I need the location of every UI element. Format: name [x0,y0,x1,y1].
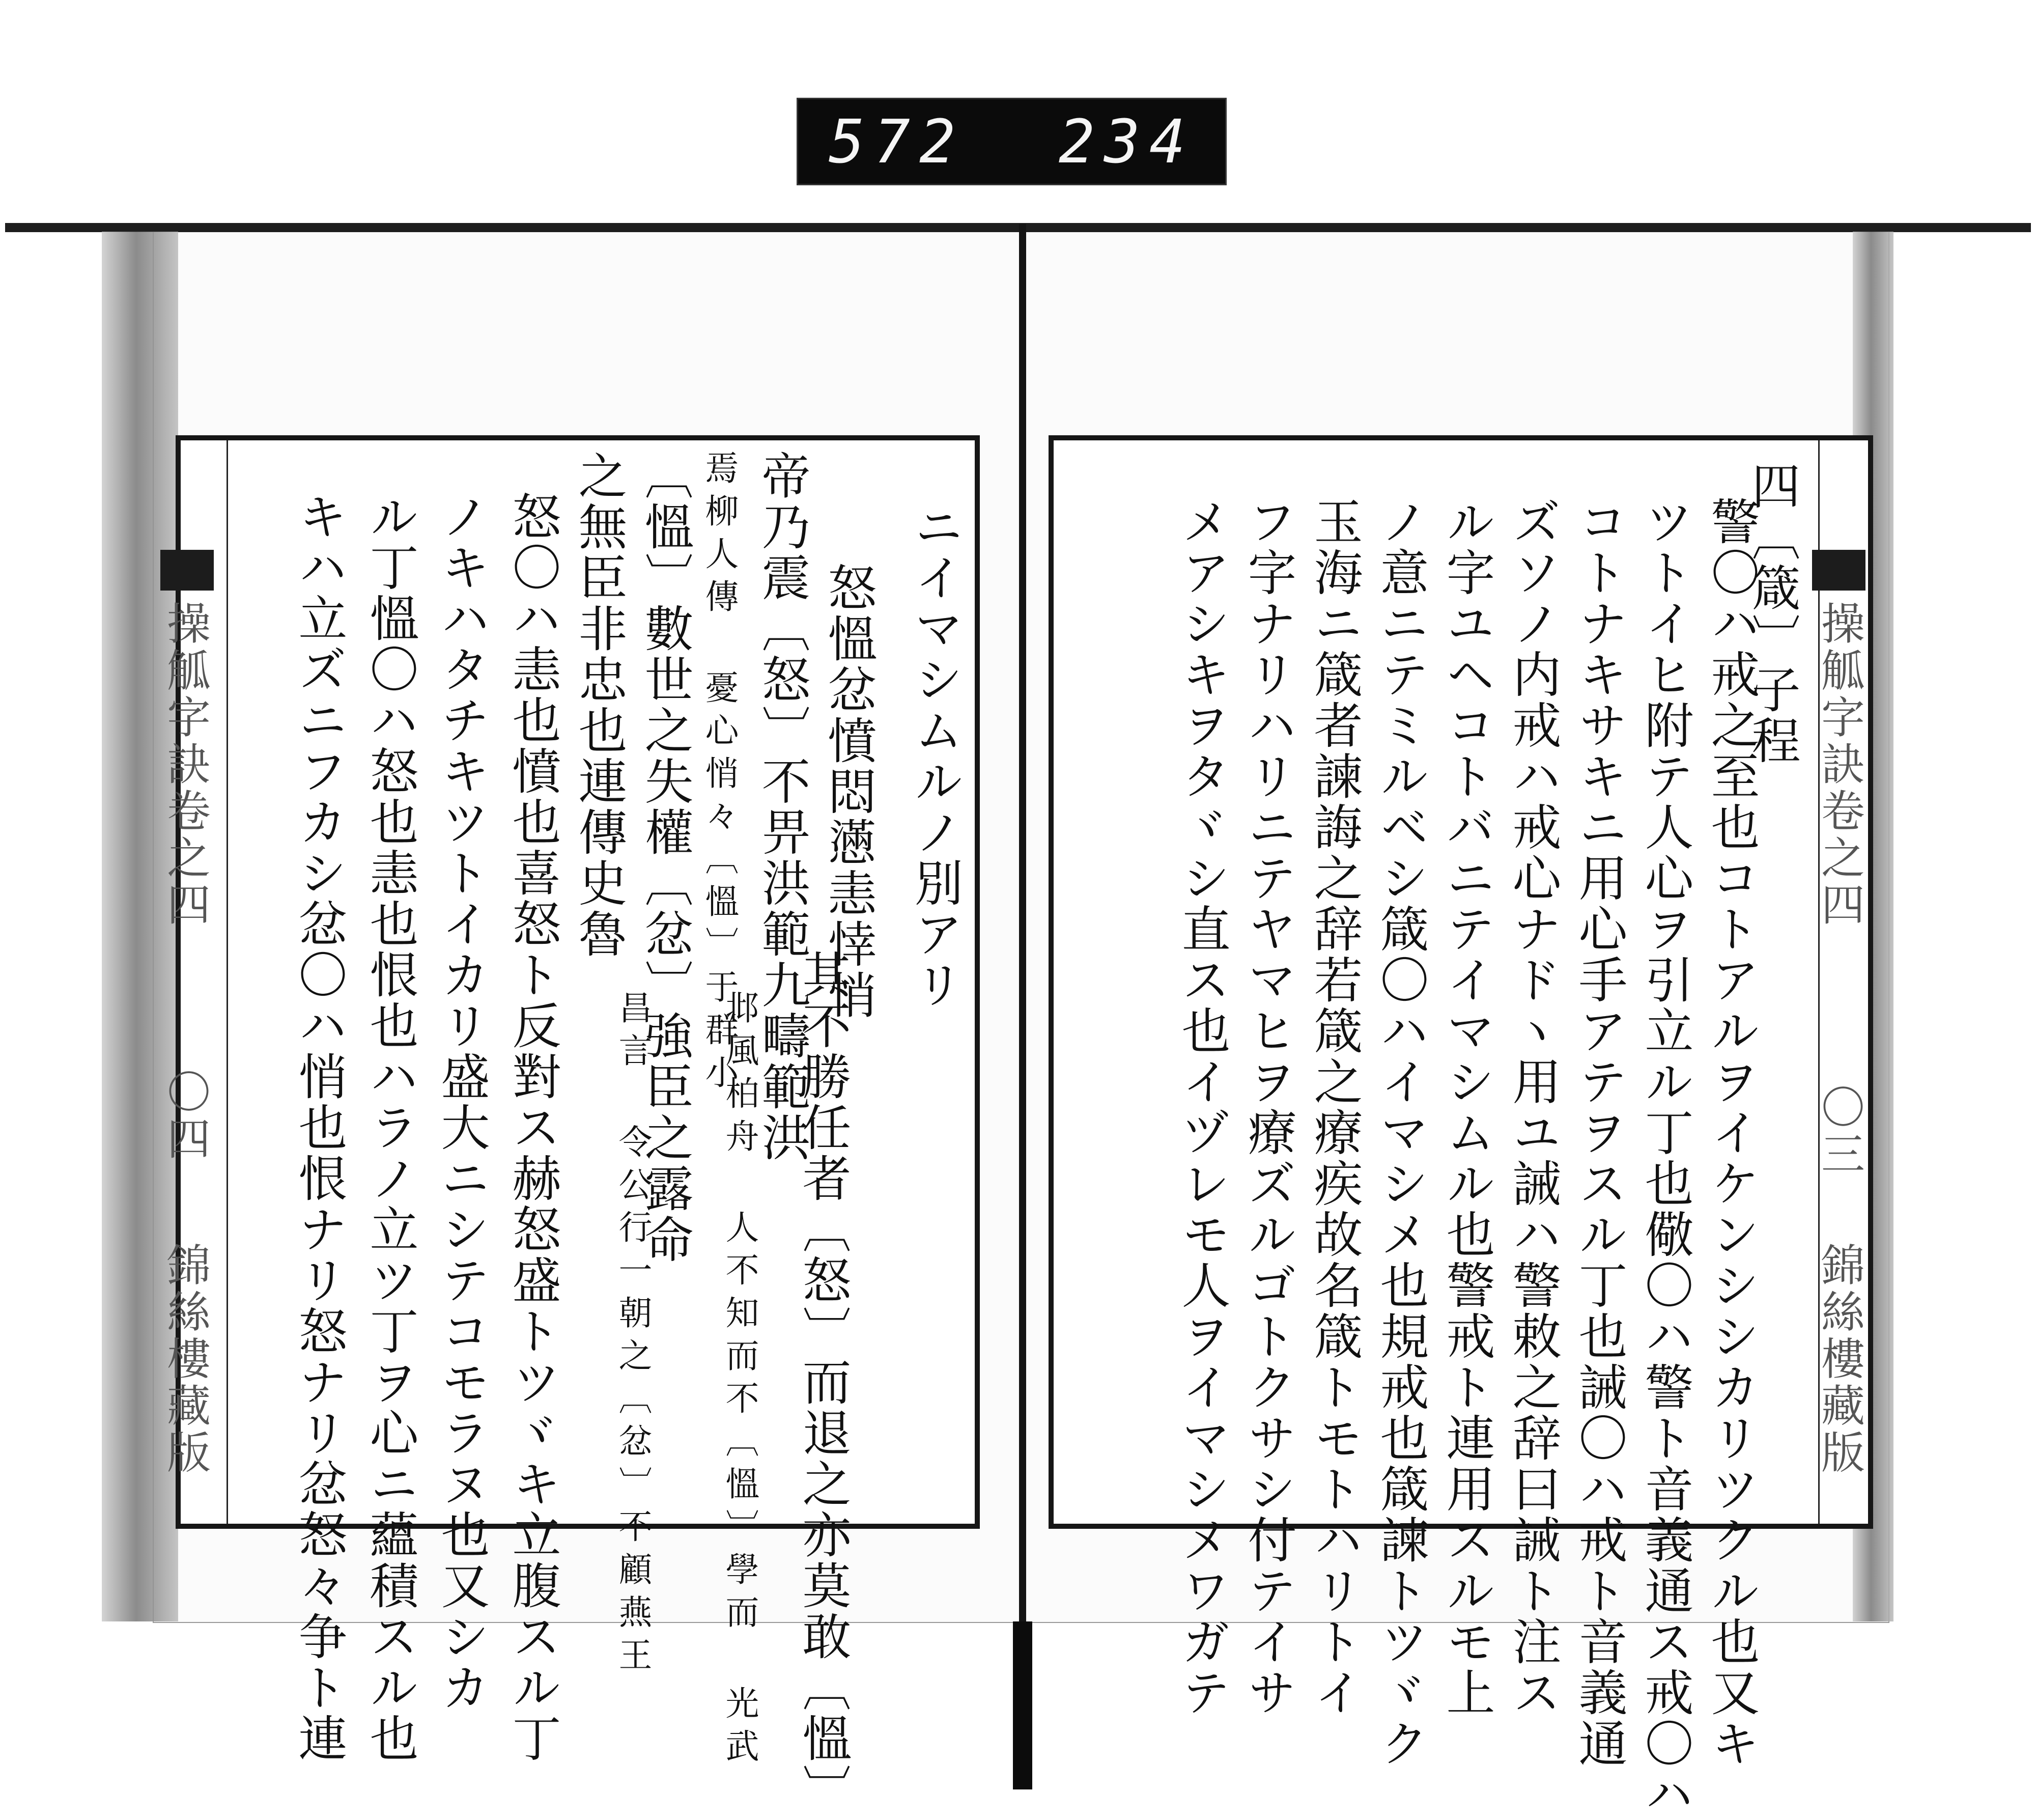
left-col-9: ル丁慍〇ハ怒也恚也恨也ハラノ立ツ丁ヲ心ニ蘊積スル也 [362,491,419,1764]
right-margin-title: 操觚字訣卷之四 [1814,601,1864,929]
right-col-1: 四〔箴〕子程 [1744,461,1801,766]
left-margin-publisher: 錦絲樓藏版 [159,1242,210,1476]
left-margin-page-number: 〇四 [159,1069,210,1163]
right-col-7: ノ意ニテミルベシ箴〇ハイマシメ也規戒也箴諫トツヾク [1372,496,1429,1769]
right-margin-tab [1812,550,1865,591]
left-col-10: キハ立ズニフカシ忿〇ハ悄也恨ナリ怒ナリ忿怒々争ト連 [291,491,348,1764]
left-col-2: 怒慍忿憤悶懣恚悻悄 [820,563,877,1021]
left-col-1: ニイマシムルノ別アリ [907,501,964,1011]
left-subcol-2: 邶風柏舟 人不知而不〔慍〕學而 光武 [720,990,759,1771]
film-number-left: 572 [829,106,965,177]
left-col-4: 焉柳人傳 憂心悄々〔慍〕于群小 [699,451,739,1098]
left-text-frame [176,435,980,1815]
bookmark-tassel [1013,1621,1032,1789]
right-col-5: ズソノ内戒ハ戒心ナドヽ用ユ誡ハ警敕之辞曰誡ト注ス [1505,496,1562,1718]
right-col-4: コトナキサキニ用心手アテヲスル丁也誡〇ハ戒ト音義通 [1571,496,1628,1769]
top-rod [5,223,2031,232]
right-margin-publisher: 錦絲樓藏版 [1814,1242,1864,1476]
right-col-3: ツトイヒ附テ人心ヲ引立ル丁也儆〇ハ警ト音義通ス戒〇ハ [1637,496,1694,1820]
left-col-3: 帝乃震〔怒〕不畀洪範九疇範洪 [754,451,811,1163]
left-frame-inner-rule [227,440,228,1524]
left-margin-title: 操觚字訣卷之四 [159,601,210,929]
right-col-8: 玉海ニ箴者諫誨之辞若箴之療疾故名箴トモトハリトイ [1306,496,1363,1718]
right-col-2: 警〇ハ戒之至也コトアルヲイケンシシカリツクル也又キ [1703,496,1760,1769]
left-col-7: 怒〇ハ恚也憤也喜怒ト反對ス赫怒盛トツヾキ立腹スル丁 [504,491,561,1764]
left-col-6: 之無臣非忠也連傳史魯 [571,451,628,960]
right-col-6: ル字ユヘコトバニテイマシムル也警戒ト連用スルモ上 [1438,496,1495,1718]
microfilm-frame-label [797,98,1227,185]
film-number-right: 234 [1058,106,1195,177]
left-subcol-1: 其不勝任者〔怒〕而退之亦莫敢〔慍〕 [795,949,852,1815]
left-col-8: ノキハタチキツトイカリ盛大ニシテコモラヌ也又シカ [433,491,490,1713]
left-subcol-3: 昌言 令公行一朝之〔忿〕不顧燕王 [613,990,652,1680]
right-margin-page-number: 〇三 [1814,1084,1864,1178]
right-text-frame [1049,435,1873,1820]
right-col-9: フ字ナリハリニテヤマヒヲ療ズルゴトクサシ付テイサ [1240,496,1297,1718]
binding-gutter [1019,224,1026,1787]
left-margin-tab [160,550,214,591]
left-col-5: 〔慍〕數世之失權〔忿〕強臣之露命 [637,451,694,1265]
right-col-10: メアシキヲタヾシ直ス也イヅレモ人ヲイマシメワガテ [1174,496,1231,1718]
